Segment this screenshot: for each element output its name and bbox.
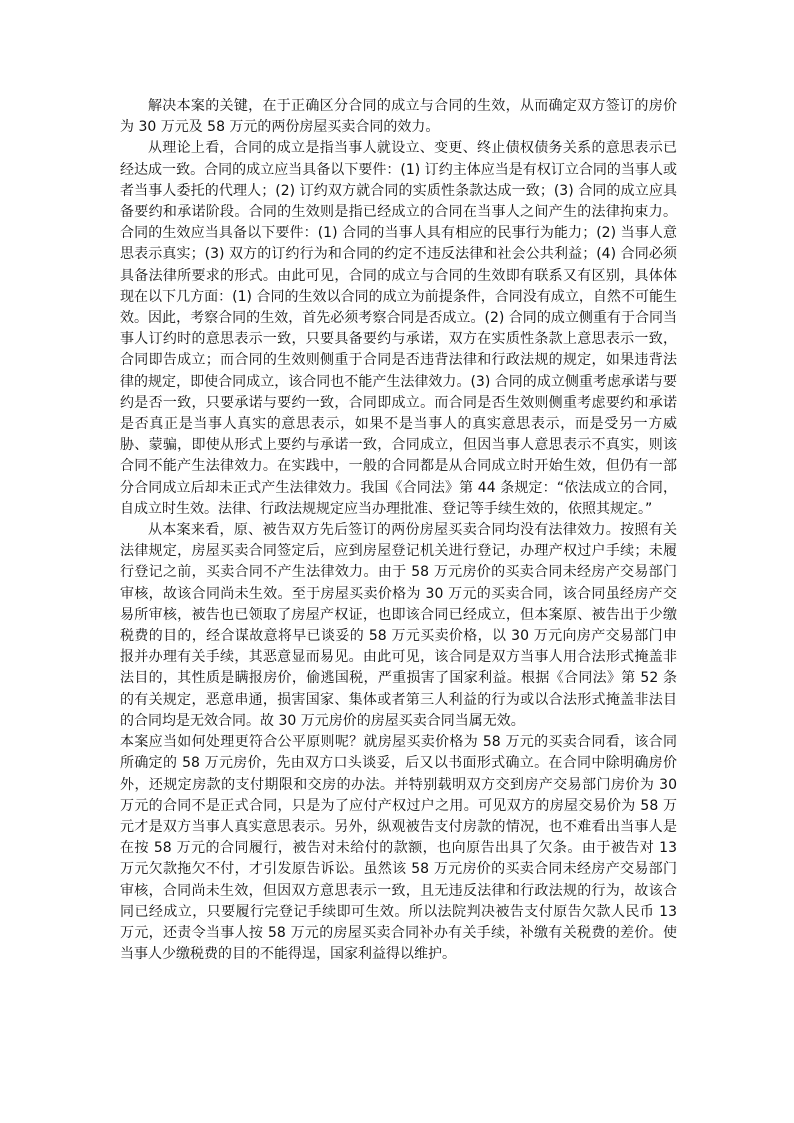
paragraph-case-analysis: 从本案来看，原、被告双方先后签订的两份房屋买卖合同均没有法律效力。按照有关法律规定，房屋买卖合同签定后，应到房屋登记机关进行登记，办理产权过户手续；未履行登记之前，买卖合同不产生法律效力。由于 58 万元房价的买卖合同未经房产交易部门审核，故该合同尚未生效。至于房屋买卖价格为 30 万元的买卖合同，该合同虽经房产交易所审核，被告也已领取了房屋产权证，也即该合同已经成立，但本案原、被告出于少缴税费的目的，经合谋故意将早已谈妥的 58 万元买卖价格，以 30 万元向房产交易部门申报并办理有关手续，其恶意显而易见。由此可见，该合同是双方当事人用合法形式掩盖非法目的，其性质是瞒报房价，偷逃国税，严重损害了国家利益。根据《合同法》第 52 条的有关规定，恶意串通，损害国家、集体或者第三人利益的行为或以合法形式掩盖非法目的合同均是无效合同。故 30 万元房价的房屋买卖合同当属无效。 [120,522,677,729]
paragraph-key-issue: 解决本案的关键，在于正确区分合同的成立与合同的生效，从而确定双方签订的房价为 30 万元及 58 万元的两份房屋买卖合同的效力。 [120,98,677,136]
paragraph-theory: 从理论上看，合同的成立是指当事人就设立、变更、终止债权债务关系的意思表示已经达成一致。合同的成立应当具备以下要件：(1) 订约主体应当是有权订立合同的当事人或者当事人委托的代理人；(2) 订约双方就合同的实质性条款达成一致；(3) 合同的成立应具备要约和承诺阶段。合同的生效则是指已经成立的合同在当事人之间产生的法律拘束力。合同的生效应当具备以下要件：(1) 合同的当事人具有相应的民事行为能力；(2) 当事人意思表示真实；(3) 双方的订约行为和合同的约定不违反法律和社会公共利益；(4) 合同必须具备法律所要求的形式。由此可见，合同的成立与合同的生效即有联系又有区别，具体体现在以下几方面：(1) 合同的生效以合同的成立为前提条件，合同没有成立，自然不可能生效。因此，考察合同的生效，首先必须考察合同是否成立。(2) 合同的成立侧重有于合同当事人订约时的意思表示一致，只要具备要约与承诺，双方在实质性条款上意思表示一致，合同即告成立；而合同的生效则侧重于合同是否违背法律和行政法规的规定，如果违背法律的规定，即使合同成立，该合同也不能产生法律效力。(3) 合同的成立侧重考虑承诺与要约是否一致，只要承诺与要约一致，合同即成立。而合同是否生效则侧重考虑要约和承诺是否真正是当事人真实的意思表示，如果不是当事人的真实意思表示，而是受另一方威胁、蒙骗，即使从形式上要约与承诺一致，合同成立，但因当事人意思表示不真实，则该合同不能产生法律效力。在实践中，一般的合同都是从合同成立时开始生效，但仍有一部分合同成立后却未正式产生法律效力。我国《合同法》第 44 条规定：“依法成立的合同，自成立时生效。法律、行政法规规定应当办理批准、登记等手续生效的，依照其规定。” [120,140,677,517]
document-body [120,96,677,965]
paragraph-resolution: 本案应当如何处理更符合公平原则呢？就房屋买卖价格为 58 万元的买卖合同看，该合同所确定的 58 万元房价，先由双方口头谈妥，后又以书面形式确立。在合同中除明确房价外，还规定房款的支付期限和交房的办法。并特别载明双方交到房产交易部门房价为 30 万元的合同不是正式合同，只是为了应付产权过户之用。可见双方的房屋交易价为 58 万元才是双方当事人真实意思表示。另外，纵观被告支付房款的情况，也不难看出当事人是在按 58 万元的合同履行，被告对未给付的款额，也向原告出具了欠条。由于被告对 13 万元欠款拖欠不付，才引发原告诉讼。虽然该 58 万元房价的买卖合同未经房产交易部门审核，合同尚未生效，但因双方意思表示一致，且无违反法律和行政法规的行为，故该合同已经成立，只要履行完登记手续即可生效。所以法院判决被告支付原告欠款人民币 13 万元，还责令当事人按 58 万元的房屋买卖合同补办有关手续，补缴有关税费的差价。使当事人少缴税费的目的不能得逞，国家利益得以维护。 [120,734,677,963]
